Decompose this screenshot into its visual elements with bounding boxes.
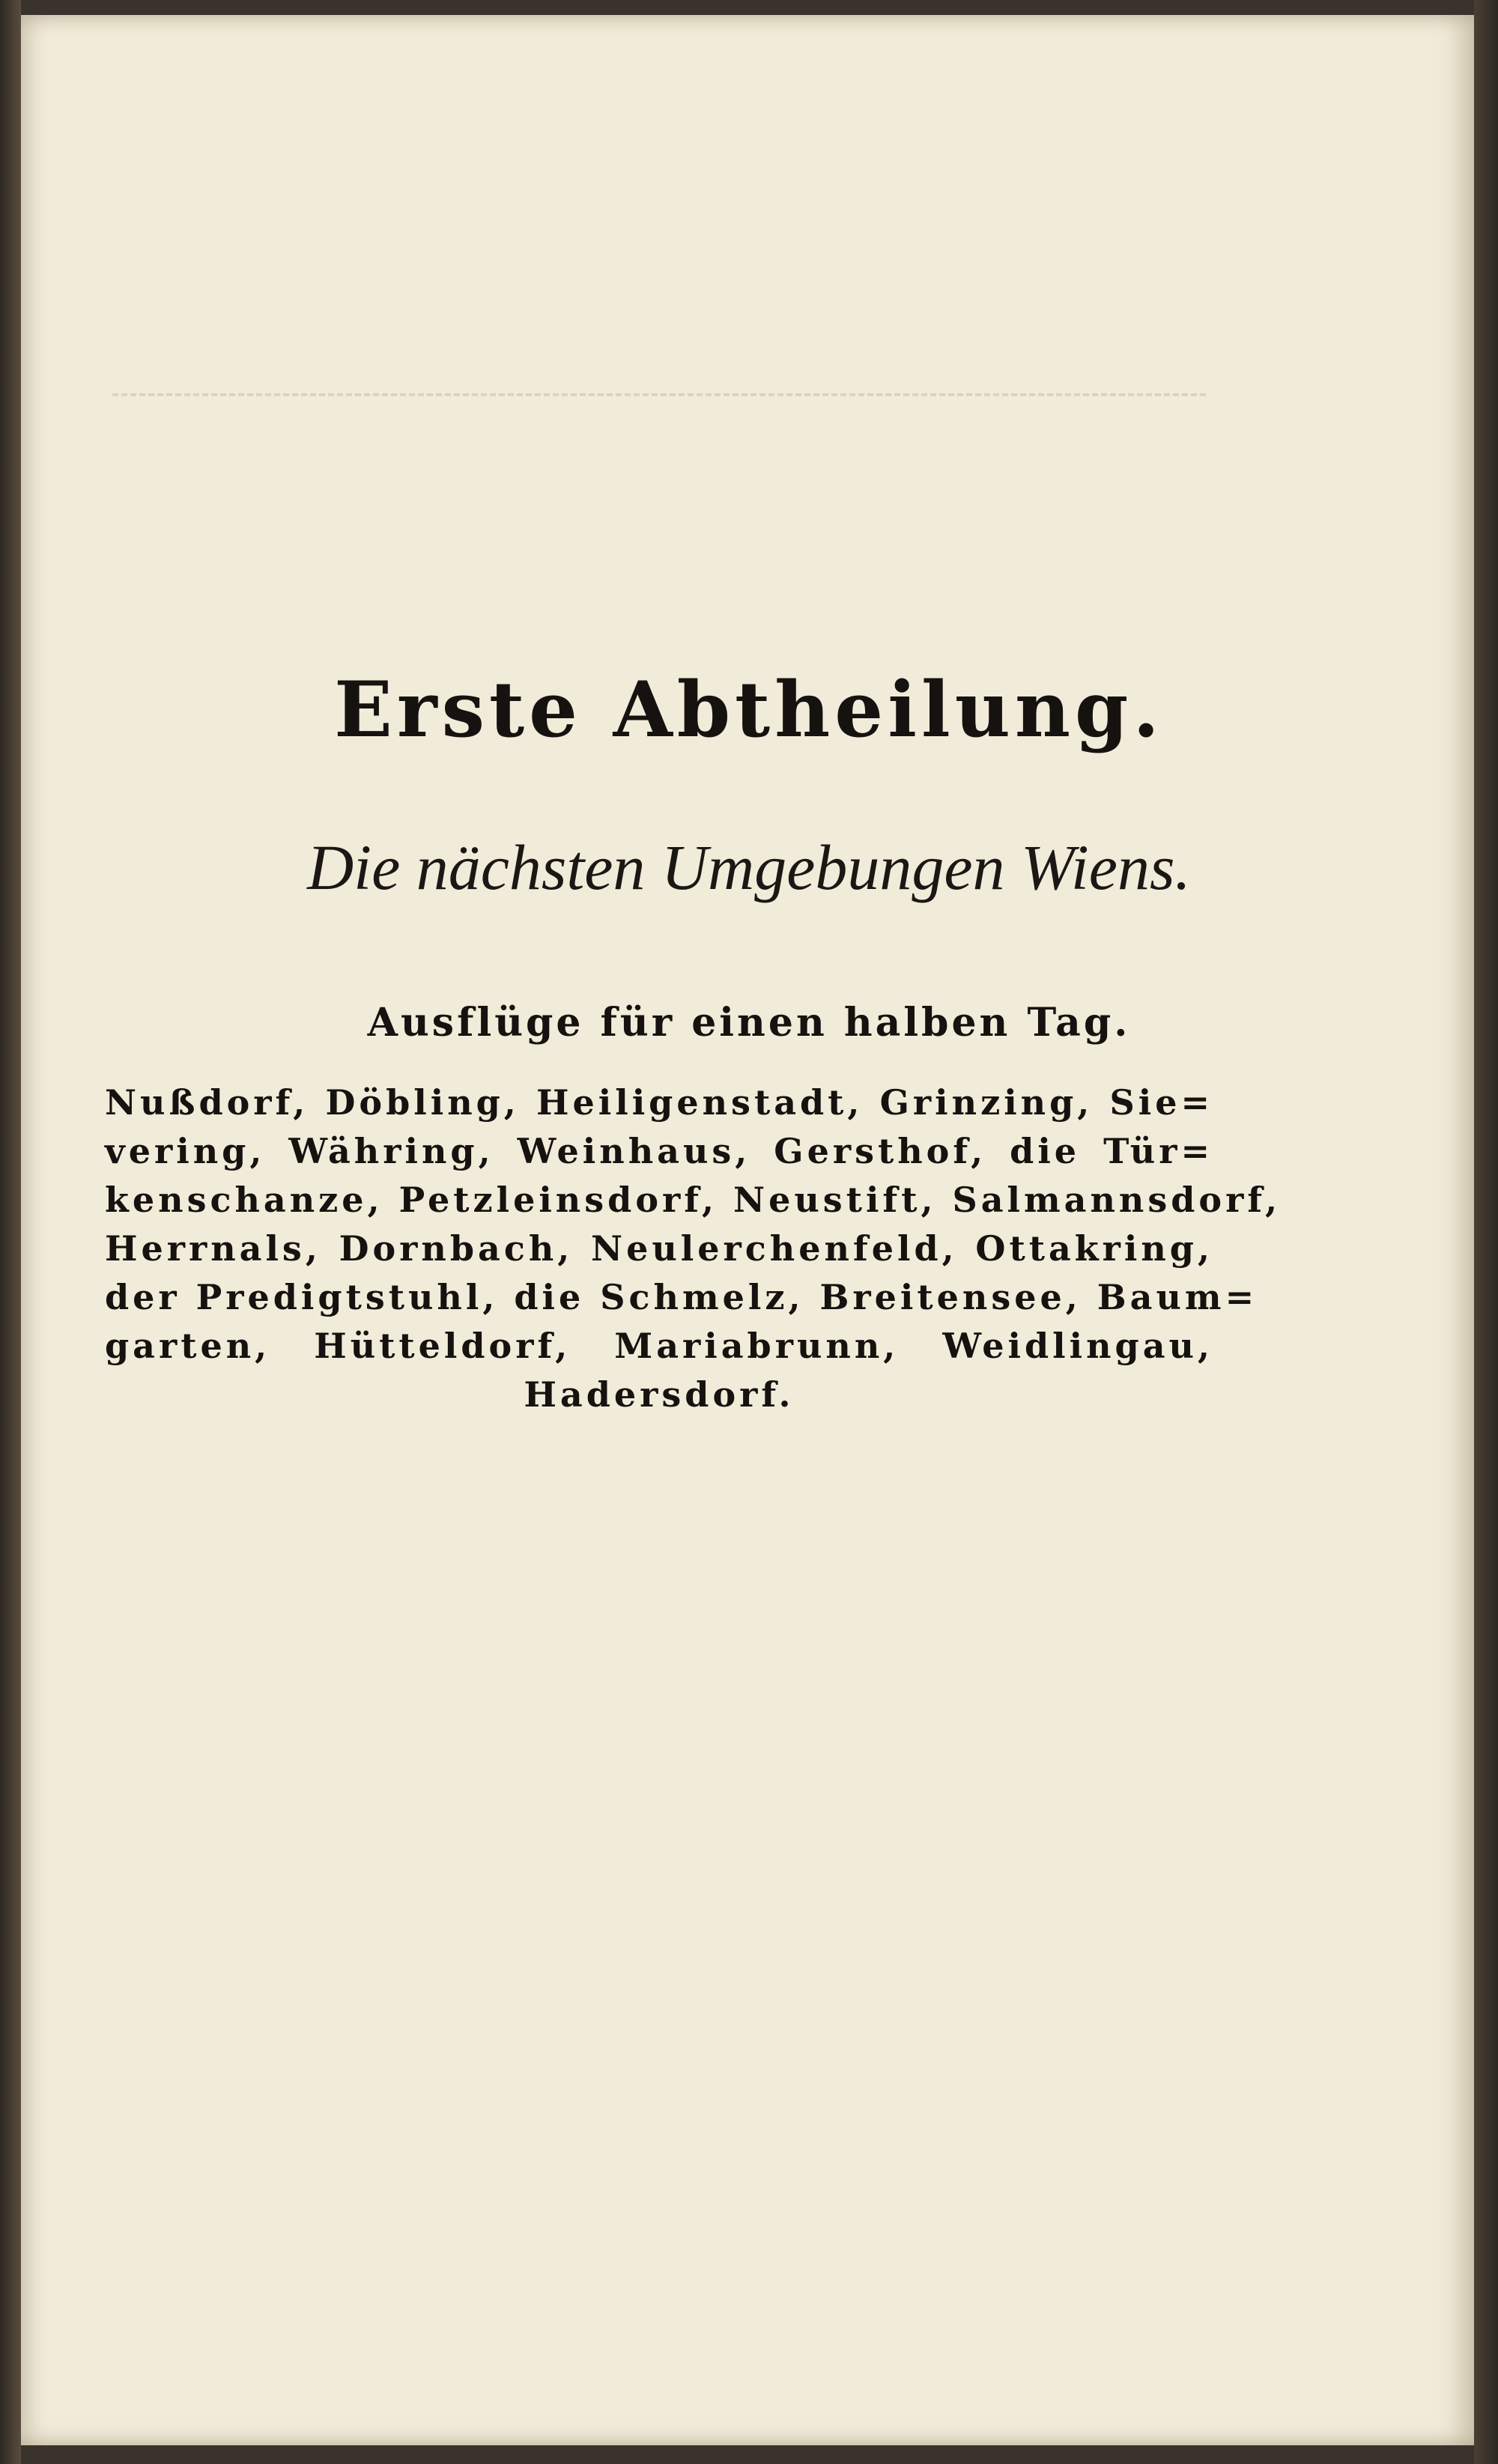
places-line: Nußdorf, Döbling, Heiligenstadt, Grinzing, Sie= (105, 1082, 1213, 1123)
section-title: Erste Abtheilung. (334, 665, 1164, 755)
places-line: Herrnals, Dornbach, Neulerchenfeld, Ottakring, (105, 1228, 1213, 1269)
show-through-rule (112, 393, 1206, 402)
excursion-heading: Ausflüge für einen halben Tag. (367, 1000, 1131, 1046)
book-edge (1474, 0, 1498, 2464)
places-line: garten, Hütteldorf, Mariabrunn, Weidlingau, (105, 1326, 1213, 1366)
book-gutter (0, 0, 21, 2464)
places-line: vering, Währing, Weinhaus, Gersthof, die Tür= (105, 1131, 1213, 1171)
show-through-texture (112, 449, 1206, 599)
places-line: kenschanze, Petzleinsdorf, Neustift, Salmannsdorf, (105, 1180, 1282, 1220)
places-line: der Predigtstuhl, die Schmelz, Breitensee, Baum= (105, 1277, 1258, 1317)
places-line: Hadersdorf. (524, 1374, 795, 1415)
section-subtitle: Die nächsten Umgebungen Wiens. (307, 831, 1191, 903)
places-list (105, 1078, 1282, 1419)
